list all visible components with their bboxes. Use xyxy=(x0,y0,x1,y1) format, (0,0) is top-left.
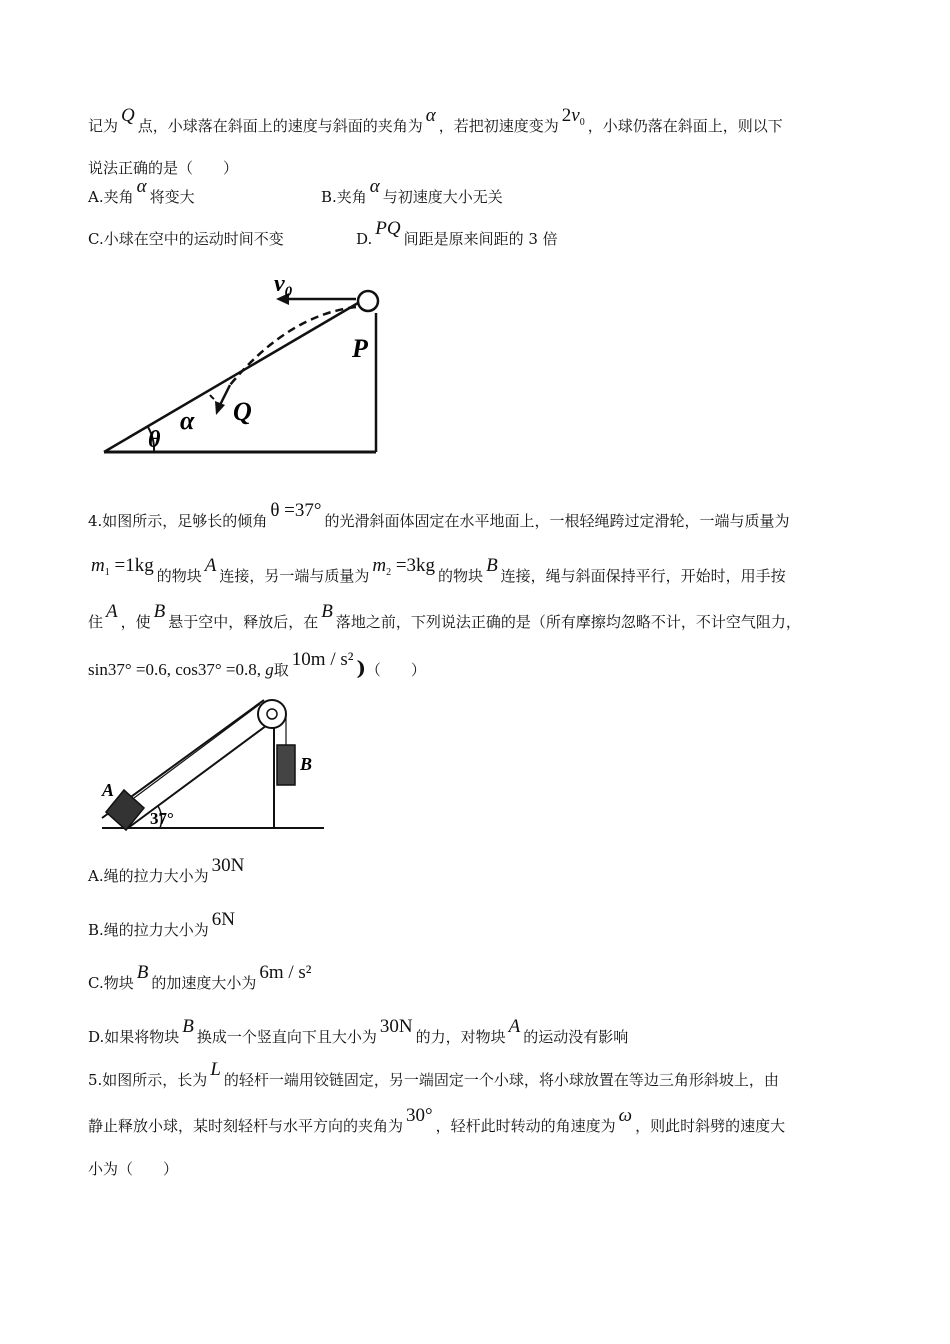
label-theta: θ xyxy=(148,427,161,453)
q4-line-1: 4.如图所示，足够长的倾角 θ =37° 的光滑斜面体固定在水平地面上，一根轻绳跨过定滑轮，一端与质量为 xyxy=(88,500,790,530)
q4-option-b: B.绳的拉力大小为 6N xyxy=(88,909,236,939)
label-37deg: 37° xyxy=(150,809,174,828)
math-m1: $m_1 =1kg$ xyxy=(91,555,154,578)
q4-option-d: D.如果将物块 B 换成一个竖直向下且大小为 30N 的力，对物块 A 的运动没有影响 xyxy=(88,1016,629,1046)
math-Q: Q xyxy=(121,105,135,126)
math-2v0: $2v_0$ xyxy=(561,105,585,128)
q4-line-3: 住 A ，使 B 悬于空中，释放后，在 B 落地之前，下列说法正确的是（所有摩擦均忽略不计，不计空气阻力， xyxy=(88,601,801,631)
q5-line-1: 5.如图所示，长为 L 的轻杆一端用铰链固定，另一端固定一个小球，将小球放置在等边三角形斜坡上，由 xyxy=(88,1059,779,1089)
label-alpha: α xyxy=(180,406,195,435)
q4-option-c: C.物块 B 的加速度大小为 6m / s² xyxy=(88,962,312,992)
math-trig: sin37° =0.6, cos37° =0.8, xyxy=(88,660,266,679)
q5-line-3: 小为（ ） xyxy=(88,1160,179,1178)
math-theta-37: θ =37° xyxy=(270,500,322,521)
q3-line-1: 记为 Q 点，小球落在斜面上的速度与斜面的夹角为 α ，若把初速度变为 $2v_0$ ，小球仍落在斜面上，则以下 xyxy=(88,105,783,135)
q5-line-2: 静止释放小球，某时刻轻杆与水平方向的夹角为 30° ，轻杆此时转动的角速度为 ω ，则此时斜劈的速度大 xyxy=(88,1105,786,1135)
q3-option-d: D. PQ 间距是原来间距的 3 倍 xyxy=(356,218,558,248)
label-B: B xyxy=(300,754,313,774)
label-Q: Q xyxy=(233,397,252,426)
q4-line-2: $m_1 =1kg$ 的物块 A 连接，另一端与质量为 $m_2 =3kg$ 的物块 B 连接，绳与斜面保持平行，开始时，用手按 xyxy=(91,555,786,585)
label-P: P xyxy=(352,334,368,363)
label-v0: $v_0$ xyxy=(274,271,293,300)
math-g-value: 10m / s² xyxy=(291,649,354,670)
incline-projectile-figure xyxy=(88,255,388,460)
q3-option-b: B.夹角 α 与初速度大小无关 xyxy=(321,176,503,206)
math-m2: $m_2 =3kg$ xyxy=(372,555,436,578)
q3-option-a: A.夹角 α 将变大 xyxy=(88,176,195,206)
pulley-incline-figure xyxy=(88,690,328,835)
q4-line-4: sin37° =0.6, cos37° =0.8, g取 10m / s² )（ ） xyxy=(88,649,426,680)
q3-option-c: C.小球在空中的运动时间不变 xyxy=(88,230,284,248)
math-alpha: α xyxy=(425,105,436,126)
q4-option-a: A.绳的拉力大小为 30N xyxy=(88,855,245,885)
q3-line-2: 说法正确的是（ ） xyxy=(88,159,239,177)
label-A: A xyxy=(102,780,115,800)
